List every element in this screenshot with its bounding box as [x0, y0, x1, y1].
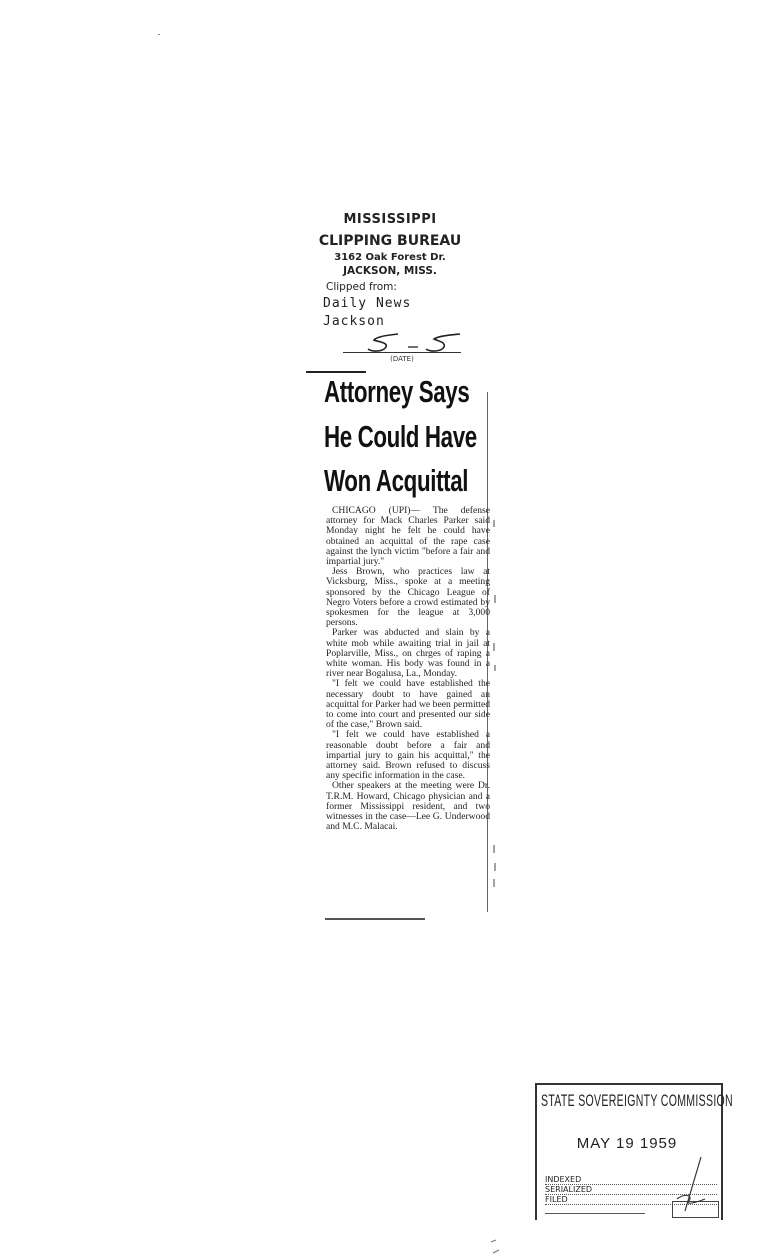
stamp-bottom-line — [545, 1213, 645, 1214]
article-body — [326, 506, 490, 833]
adjacent-column-fragments — [492, 515, 502, 895]
bureau-title: CLIPPING BUREAU — [318, 233, 462, 249]
scan-speck — [158, 34, 160, 35]
date-underline — [343, 352, 461, 353]
stamp-title: STATE SOVEREIGNTY COMMISSION — [541, 1091, 733, 1110]
headline-line-1: Attorney Says — [324, 374, 470, 409]
clipping-bottom-rule — [325, 918, 425, 920]
article-paragraph: Other speakers at the meeting were Dr. T.R.M. Howard, Chicago physician and a former Mississippi resident, and two witnesses in the case—Lee G. Underwood and M.C. Malacai. — [326, 780, 490, 833]
bureau-state: MISSISSIPPI — [343, 212, 437, 227]
handwritten-mark — [671, 1155, 711, 1215]
clipping-top-rule — [306, 371, 366, 373]
article-paragraph: "I felt we could have established the necessary doubt to have gained an acquittal for Parker had we been permitted to come into court and presented our side of the case," Brown said. — [326, 678, 490, 731]
source-paper: Daily News — [323, 296, 412, 311]
stamp-indexed-field: INDEXED — [545, 1175, 717, 1185]
headline-line-3: Won Acquittal — [324, 463, 469, 498]
clipped-from-label: Clipped from: — [326, 281, 397, 293]
article-paragraph: "I felt we could have established a reasonable doubt before a fair and impartial jury to gain his acquittal," the attorney said. Brown refused to discuss any specific information in the case. — [326, 729, 490, 782]
article-paragraph: CHICAGO (UPI)— The defense attorney for Mack Charles Parker said Monday night he felt he could have obtained an acquittal of the rape case against the lynch victim "before a fair and impartial jury." — [326, 505, 490, 568]
article-paragraph: Jess Brown, who practices law at Vicksburg, Miss., spoke at a meeting sponsored by the Chicago League of Negro Voters before a crowd estimated by spokesmen for the league at 3,000 persons. — [326, 566, 490, 629]
commission-stamp — [535, 1083, 733, 1221]
date-label: (DATE) — [390, 355, 414, 363]
stamp-date: MAY 19 1959 — [576, 1135, 678, 1152]
stamp-filed-field: FILED — [545, 1195, 717, 1205]
scan-smudge — [487, 1236, 507, 1258]
stamp-serialized-field: SERIALIZED — [545, 1185, 717, 1195]
bureau-city: JACKSON, MISS. — [343, 265, 437, 277]
headline-line-2: He Could Have — [324, 419, 477, 454]
source-city: Jackson — [323, 314, 385, 329]
article-paragraph: Parker was abducted and slain by a white mob while awaiting trial in jail at Poplarville, Miss., on chrges of raping a white woman. His body was found in a river near Bogalusa, La., Monday. — [326, 627, 490, 680]
bureau-street: 3162 Oak Forest Dr. — [334, 252, 446, 263]
